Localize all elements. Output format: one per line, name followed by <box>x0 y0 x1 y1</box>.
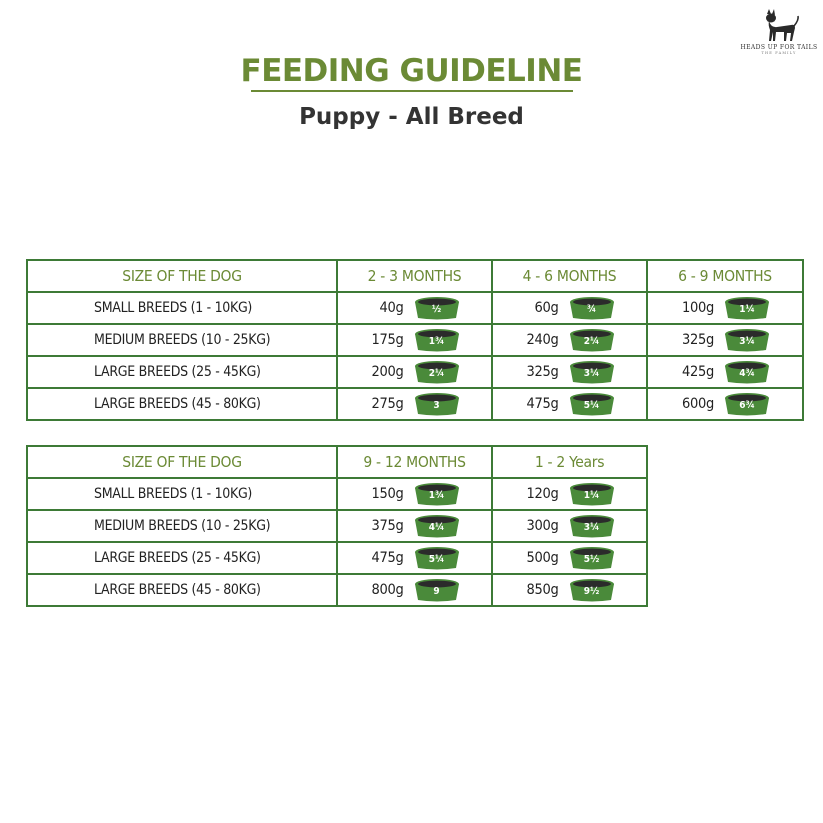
feeding-table-young <box>26 259 804 421</box>
cups-bowl <box>414 482 460 506</box>
cups-bowl <box>569 482 615 506</box>
cups-bowl <box>414 546 460 570</box>
dog-size-label: SMALL BREEDS (1 - 10KG) <box>27 478 337 510</box>
cups-bowl <box>414 360 460 384</box>
cups-value: 9 <box>433 586 440 597</box>
brand-name: HEADS UP FOR TAILS <box>740 44 818 51</box>
cups-value: 4¾ <box>739 368 755 379</box>
cups-bowl <box>414 296 460 320</box>
column-header-size: SIZE OF THE DOG <box>27 446 337 478</box>
amount-grams: 240g <box>526 332 559 348</box>
cups-bowl <box>724 392 770 416</box>
amount-grams: 120g <box>526 486 559 502</box>
amount-grams: 100g <box>682 300 714 316</box>
dog-size-label: LARGE BREEDS (45 - 80KG) <box>27 388 337 420</box>
cups-value: 3¼ <box>583 522 600 533</box>
cups-value: 1¼ <box>739 304 755 315</box>
column-header-age: 6 - 9 MONTHS <box>647 260 803 292</box>
dog-size-label: MEDIUM BREEDS (10 - 25KG) <box>27 510 337 542</box>
feeding-cell <box>647 356 803 388</box>
amount-grams: 600g <box>682 396 714 412</box>
table-row <box>27 542 647 574</box>
table-row <box>27 478 647 510</box>
cups-bowl <box>414 392 460 416</box>
cups-value: 1¾ <box>428 336 445 347</box>
dog-size-label: LARGE BREEDS (25 - 45KG) <box>27 542 337 574</box>
cups-value: 5¼ <box>428 554 445 565</box>
cups-value: 5½ <box>583 554 600 565</box>
dog-size-label: LARGE BREEDS (45 - 80KG) <box>27 574 337 606</box>
cups-bowl <box>724 360 770 384</box>
cups-bowl <box>414 578 460 602</box>
feeding-cell <box>337 356 492 388</box>
dog-size-label: MEDIUM BREEDS (10 - 25KG) <box>27 324 337 356</box>
column-header-age: 9 - 12 MONTHS <box>337 446 492 478</box>
page-subtitle: Puppy - All Breed <box>299 104 524 130</box>
cups-bowl <box>569 578 615 602</box>
feeding-cell <box>647 388 803 420</box>
amount-grams: 325g <box>682 332 714 348</box>
cups-bowl <box>414 328 460 352</box>
amount-grams: 475g <box>371 550 404 566</box>
cups-value: 3¼ <box>583 368 600 379</box>
cups-value: 2¼ <box>428 368 445 379</box>
column-header-age: 2 - 3 MONTHS <box>337 260 492 292</box>
feeding-cell <box>492 478 647 510</box>
amount-grams: 60g <box>534 300 559 316</box>
amount-grams: 175g <box>371 332 404 348</box>
cups-value: 5¼ <box>583 400 600 411</box>
amount-grams: 850g <box>526 582 559 598</box>
feeding-cell <box>492 574 647 606</box>
amount-grams: 40g <box>379 300 404 316</box>
feeding-cell <box>492 388 647 420</box>
cups-bowl <box>724 328 770 352</box>
amount-grams: 375g <box>371 518 404 534</box>
dog-silhouette-icon <box>757 8 801 42</box>
feeding-cell <box>492 542 647 574</box>
table-row <box>27 356 803 388</box>
amount-grams: 475g <box>526 396 559 412</box>
column-header-age: 1 - 2 Years <box>492 446 647 478</box>
cups-bowl <box>569 546 615 570</box>
table-row <box>27 574 647 606</box>
feeding-cell <box>492 510 647 542</box>
cups-value: 2¼ <box>583 336 600 347</box>
feeding-cell <box>337 478 492 510</box>
cups-value: 6¾ <box>739 400 755 411</box>
table-row <box>27 388 803 420</box>
cups-value: ¾ <box>586 304 597 315</box>
feeding-cell <box>647 324 803 356</box>
feeding-cell <box>492 356 647 388</box>
table-row <box>27 510 647 542</box>
cups-value: 1¾ <box>428 490 445 501</box>
feeding-table-older <box>26 445 648 607</box>
cups-value: 4¼ <box>428 522 445 533</box>
page-title: FEEDING GUIDELINE <box>240 53 583 89</box>
feeding-cell <box>337 542 492 574</box>
cups-value: 1¼ <box>583 490 600 501</box>
brand-logo <box>738 8 820 55</box>
cups-bowl <box>724 296 770 320</box>
cups-bowl <box>569 296 615 320</box>
cups-value: 9½ <box>583 586 600 597</box>
feeding-cell <box>492 292 647 324</box>
dog-size-label: LARGE BREEDS (25 - 45KG) <box>27 356 337 388</box>
amount-grams: 300g <box>526 518 559 534</box>
table-row <box>27 324 803 356</box>
table-row <box>27 292 803 324</box>
feeding-cell <box>492 324 647 356</box>
feeding-cell <box>337 510 492 542</box>
cups-value: 3¼ <box>739 336 755 347</box>
dog-size-label: SMALL BREEDS (1 - 10KG) <box>27 292 337 324</box>
amount-grams: 800g <box>371 582 404 598</box>
cups-bowl <box>569 392 615 416</box>
cups-bowl <box>569 514 615 538</box>
cups-bowl <box>569 328 615 352</box>
cups-bowl <box>414 514 460 538</box>
column-header-age: 4 - 6 MONTHS <box>492 260 647 292</box>
feeding-cell <box>337 292 492 324</box>
amount-grams: 325g <box>526 364 559 380</box>
amount-grams: 500g <box>526 550 559 566</box>
amount-grams: 425g <box>682 364 714 380</box>
feeding-cell <box>337 574 492 606</box>
amount-grams: 200g <box>371 364 404 380</box>
feeding-cell <box>337 324 492 356</box>
brand-tagline: THE FAMILY <box>761 51 797 55</box>
amount-grams: 275g <box>371 396 404 412</box>
cups-value: ½ <box>431 304 442 315</box>
amount-grams: 150g <box>371 486 404 502</box>
feeding-cell <box>337 388 492 420</box>
feeding-cell <box>647 292 803 324</box>
cups-bowl <box>569 360 615 384</box>
column-header-size: SIZE OF THE DOG <box>27 260 337 292</box>
title-underline <box>251 90 573 92</box>
cups-value: 3 <box>433 400 440 411</box>
